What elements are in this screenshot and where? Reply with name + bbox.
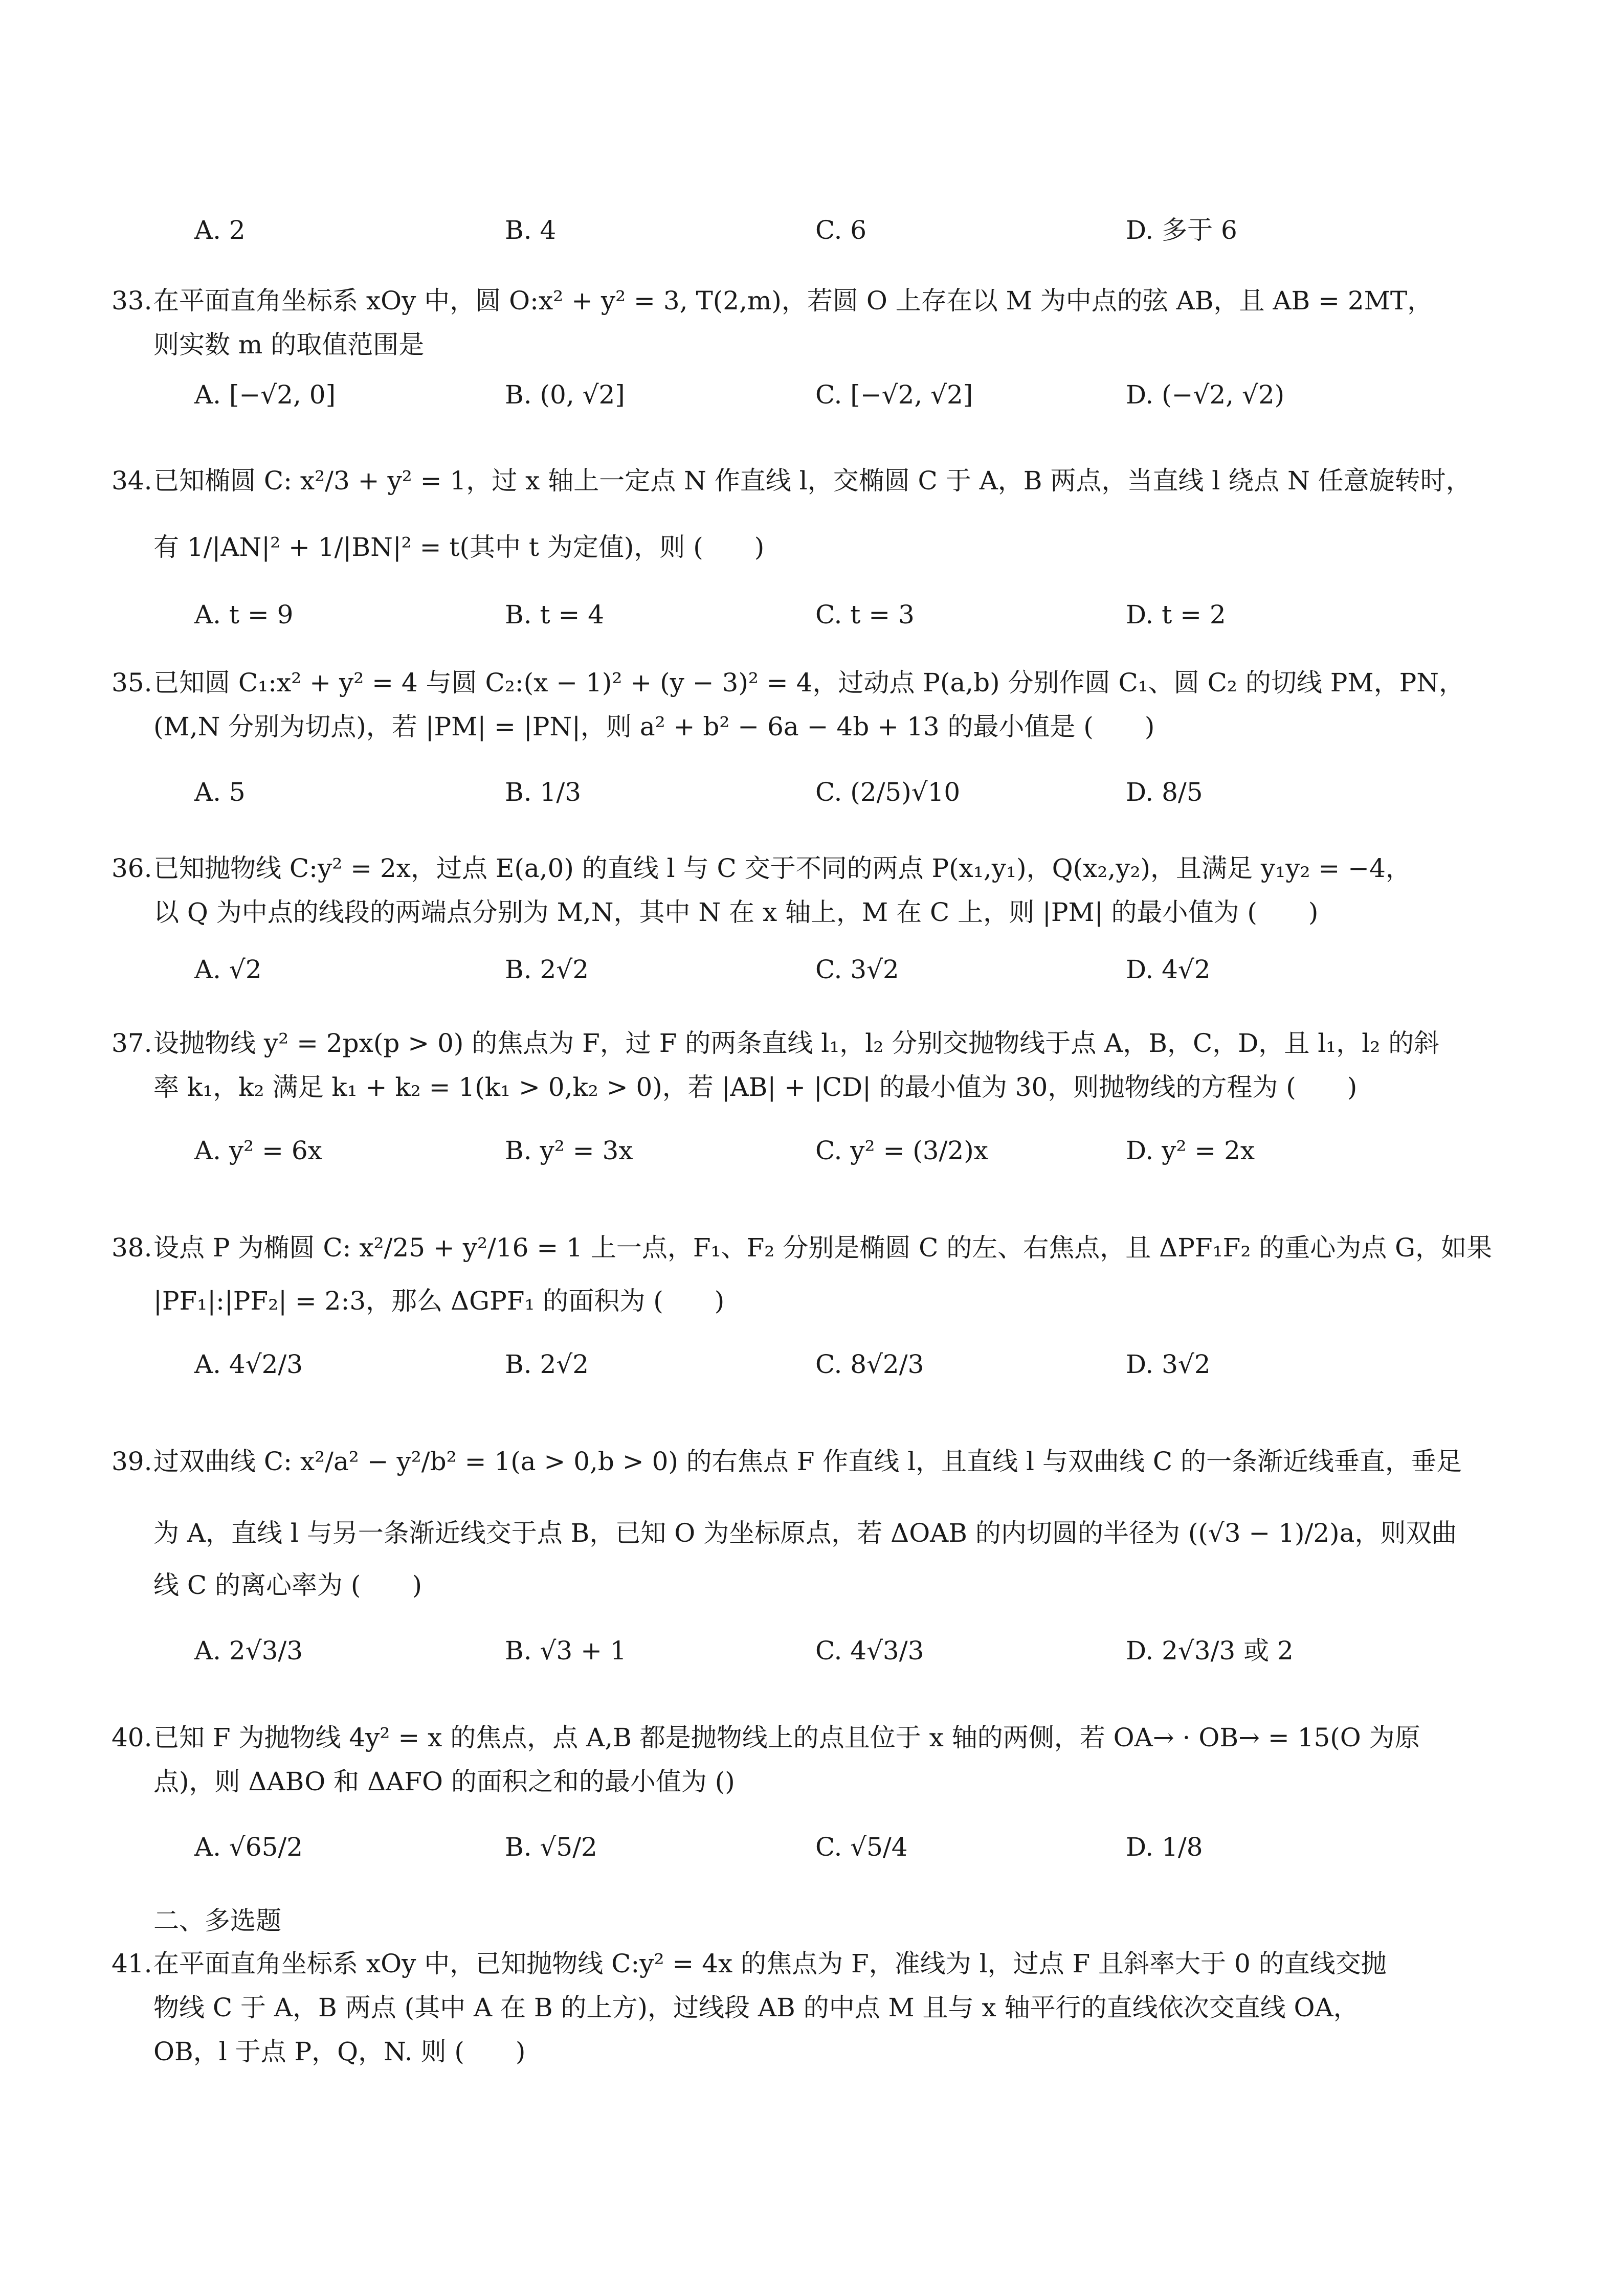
q40-option-c: C. √5/4	[815, 1832, 908, 1862]
q40-option-b: B. √5/2	[505, 1832, 597, 1862]
q40-options	[194, 1832, 1524, 1893]
q35-options	[194, 777, 1524, 838]
q40-option-a: A. √65/2	[194, 1832, 303, 1862]
q40-stem-line-2: 点)，则 ΔABO 和 ΔAFO 的面积之和的最小值为 ()	[153, 1767, 735, 1796]
q37-stem-line-2: 率 k₁，k₂ 满足 k₁ + k₂ = 1(k₁ > 0,k₂ > 0)，若 |AB| + |CD| 的最小值为 30，则抛物线的方程为 ( )	[153, 1072, 1358, 1102]
q32-options	[194, 215, 1524, 276]
q37-option-d: D. y² = 2x	[1126, 1136, 1255, 1165]
q33-stem-line-1: 在平面直角坐标系 xOy 中，圆 O:x² + y² = 3, T(2,m)，若圆 O 上存在以 M 为中点的弦 AB，且 AB = 2MT，	[153, 286, 1433, 316]
q38-stem-line-1: 设点 P 为椭圆 C: x²/25 + y²/16 = 1 上一点，F₁、F₂ 分别是椭圆 C 的左、右焦点，且 ΔPF₁F₂ 的重心为点 G，如果	[153, 1233, 1493, 1263]
q39-option-b: B. √3 + 1	[505, 1636, 627, 1665]
q34-option-d: D. t = 2	[1126, 600, 1226, 629]
q34-stem-line-1: 已知椭圆 C: x²/3 + y² = 1，过 x 轴上一定点 N 作直线 l，交椭圆 C 于 A，B 两点，当直线 l 绕点 N 任意旋转时，	[153, 466, 1472, 496]
q40-option-d: D. 1/8	[1126, 1832, 1203, 1862]
q35-stem-line-2: (M,N 分别为切点)，若 |PM| = |PN|，则 a² + b² − 6a − 4b + 13 的最小值是 ( )	[153, 712, 1155, 741]
q39-stem-line-1: 过双曲线 C: x²/a² − y²/b² = 1(a > 0,b > 0) 的右焦点 F 作直线 l，且直线 l 与双曲线 C 的一条渐近线垂直，垂足	[153, 1447, 1462, 1476]
q36-options	[194, 954, 1524, 1016]
q33-option-a: A. [−√2, 0]	[194, 380, 336, 410]
q37-option-c: C. y² = (3/2)x	[815, 1136, 988, 1165]
q37-options	[194, 1135, 1524, 1197]
q41-stem-line-1: 在平面直角坐标系 xOy 中，已知抛物线 C:y² = 4x 的焦点为 F，准线为 l，过点 F 且斜率大于 0 的直线交抛	[153, 1949, 1387, 1978]
q32-option-b: B. 4	[505, 215, 557, 245]
q34-option-a: A. t = 9	[194, 600, 294, 629]
q39-options	[194, 1635, 1524, 1697]
q39-option-d: D. 2√3/3 或 2	[1126, 1636, 1294, 1665]
q33-option-d: D. (−√2, √2)	[1126, 380, 1285, 410]
q39-number: 39.	[112, 1447, 152, 1476]
q37-option-a: A. y² = 6x	[194, 1136, 322, 1165]
q39-stem-line-3: 线 C 的离心率为 ( )	[153, 1570, 422, 1600]
q37-option-b: B. y² = 3x	[505, 1136, 633, 1165]
q39-stem-line-2: 为 A，直线 l 与另一条渐近线交于点 B，已知 O 为坐标原点，若 ΔOAB 的内切圆的半径为 ((√3 − 1)/2)a，则双曲	[153, 1518, 1457, 1548]
section-heading-multiple-choice: 二、多选题	[153, 1906, 281, 1935]
q33-options	[194, 379, 1524, 441]
q40-stem-line-1: 已知 F 为抛物线 4y² = x 的焦点，点 A,B 都是抛物线上的点且位于 x 轴的两侧，若 OA→ · OB→ = 15(O 为原	[153, 1723, 1420, 1752]
q38-option-a: A. 4√2/3	[194, 1349, 303, 1379]
q32-option-c: C. 6	[815, 215, 867, 245]
q41-stem-line-3: OB，l 于点 P，Q，N. 则 ( )	[153, 2037, 526, 2066]
q35-option-b: B. 1/3	[505, 777, 581, 807]
q33-stem-line-2: 则实数 m 的取值范围是	[153, 330, 425, 359]
q34-option-b: B. t = 4	[505, 600, 605, 629]
q35-option-c: C. (2/5)√10	[815, 777, 961, 807]
q34-option-c: C. t = 3	[815, 600, 915, 629]
q35-option-a: A. 5	[194, 777, 246, 807]
q38-options	[194, 1349, 1524, 1410]
q36-option-a: A. √2	[194, 955, 262, 984]
q40-number: 40.	[112, 1723, 152, 1752]
q35-stem-line-1: 已知圆 C₁:x² + y² = 4 与圆 C₂:(x − 1)² + (y − 3)² = 4，过动点 P(a,b) 分别作圆 C₁、圆 C₂ 的切线 PM，PN，	[153, 668, 1464, 697]
q36-stem-line-2: 以 Q 为中点的线段的两端点分别为 M,N，其中 N 在 x 轴上，M 在 C 上，则 |PM| 的最小值为 ( )	[153, 897, 1319, 927]
q38-option-b: B. 2√2	[505, 1349, 589, 1379]
q34-number: 34.	[112, 466, 152, 496]
q34-options	[194, 599, 1524, 661]
q38-option-d: D. 3√2	[1126, 1349, 1211, 1379]
q38-number: 38.	[112, 1233, 152, 1263]
q38-stem-line-2: |PF₁|:|PF₂| = 2:3，那么 ΔGPF₁ 的面积为 ( )	[153, 1286, 725, 1316]
q33-number: 33.	[112, 286, 152, 316]
q36-number: 36.	[112, 853, 152, 883]
q37-stem-line-1: 设抛物线 y² = 2px(p > 0) 的焦点为 F，过 F 的两条直线 l₁，l₂ 分别交抛物线于点 A，B，C，D，且 l₁，l₂ 的斜	[153, 1028, 1440, 1058]
q41-number: 41.	[112, 1949, 152, 1978]
q36-option-b: B. 2√2	[505, 955, 589, 984]
q35-option-d: D. 8/5	[1126, 777, 1203, 807]
q35-number: 35.	[112, 668, 152, 697]
q37-number: 37.	[112, 1028, 152, 1058]
q33-option-b: B. (0, √2]	[505, 380, 625, 410]
q36-option-c: C. 3√2	[815, 955, 899, 984]
q39-option-a: A. 2√3/3	[194, 1636, 303, 1665]
q32-option-d: D. 多于 6	[1126, 215, 1237, 245]
q34-stem-line-2: 有 1/|AN|² + 1/|BN|² = t(其中 t 为定值)，则 ( )	[153, 532, 765, 562]
q33-option-c: C. [−√2, √2]	[815, 380, 973, 410]
q38-option-c: C. 8√2/3	[815, 1349, 924, 1379]
q36-option-d: D. 4√2	[1126, 955, 1211, 984]
q36-stem-line-1: 已知抛物线 C:y² = 2x，过点 E(a,0) 的直线 l 与 C 交于不同的两点 P(x₁,y₁)，Q(x₂,y₂)，且满足 y₁y₂ = −4，	[153, 853, 1411, 883]
q32-option-a: A. 2	[194, 215, 246, 245]
q39-option-c: C. 4√3/3	[815, 1636, 924, 1665]
q41-stem-line-2: 物线 C 于 A，B 两点 (其中 A 在 B 的上方)，过线段 AB 的中点 M 且与 x 轴平行的直线依次交直线 OA，	[153, 1993, 1359, 2022]
